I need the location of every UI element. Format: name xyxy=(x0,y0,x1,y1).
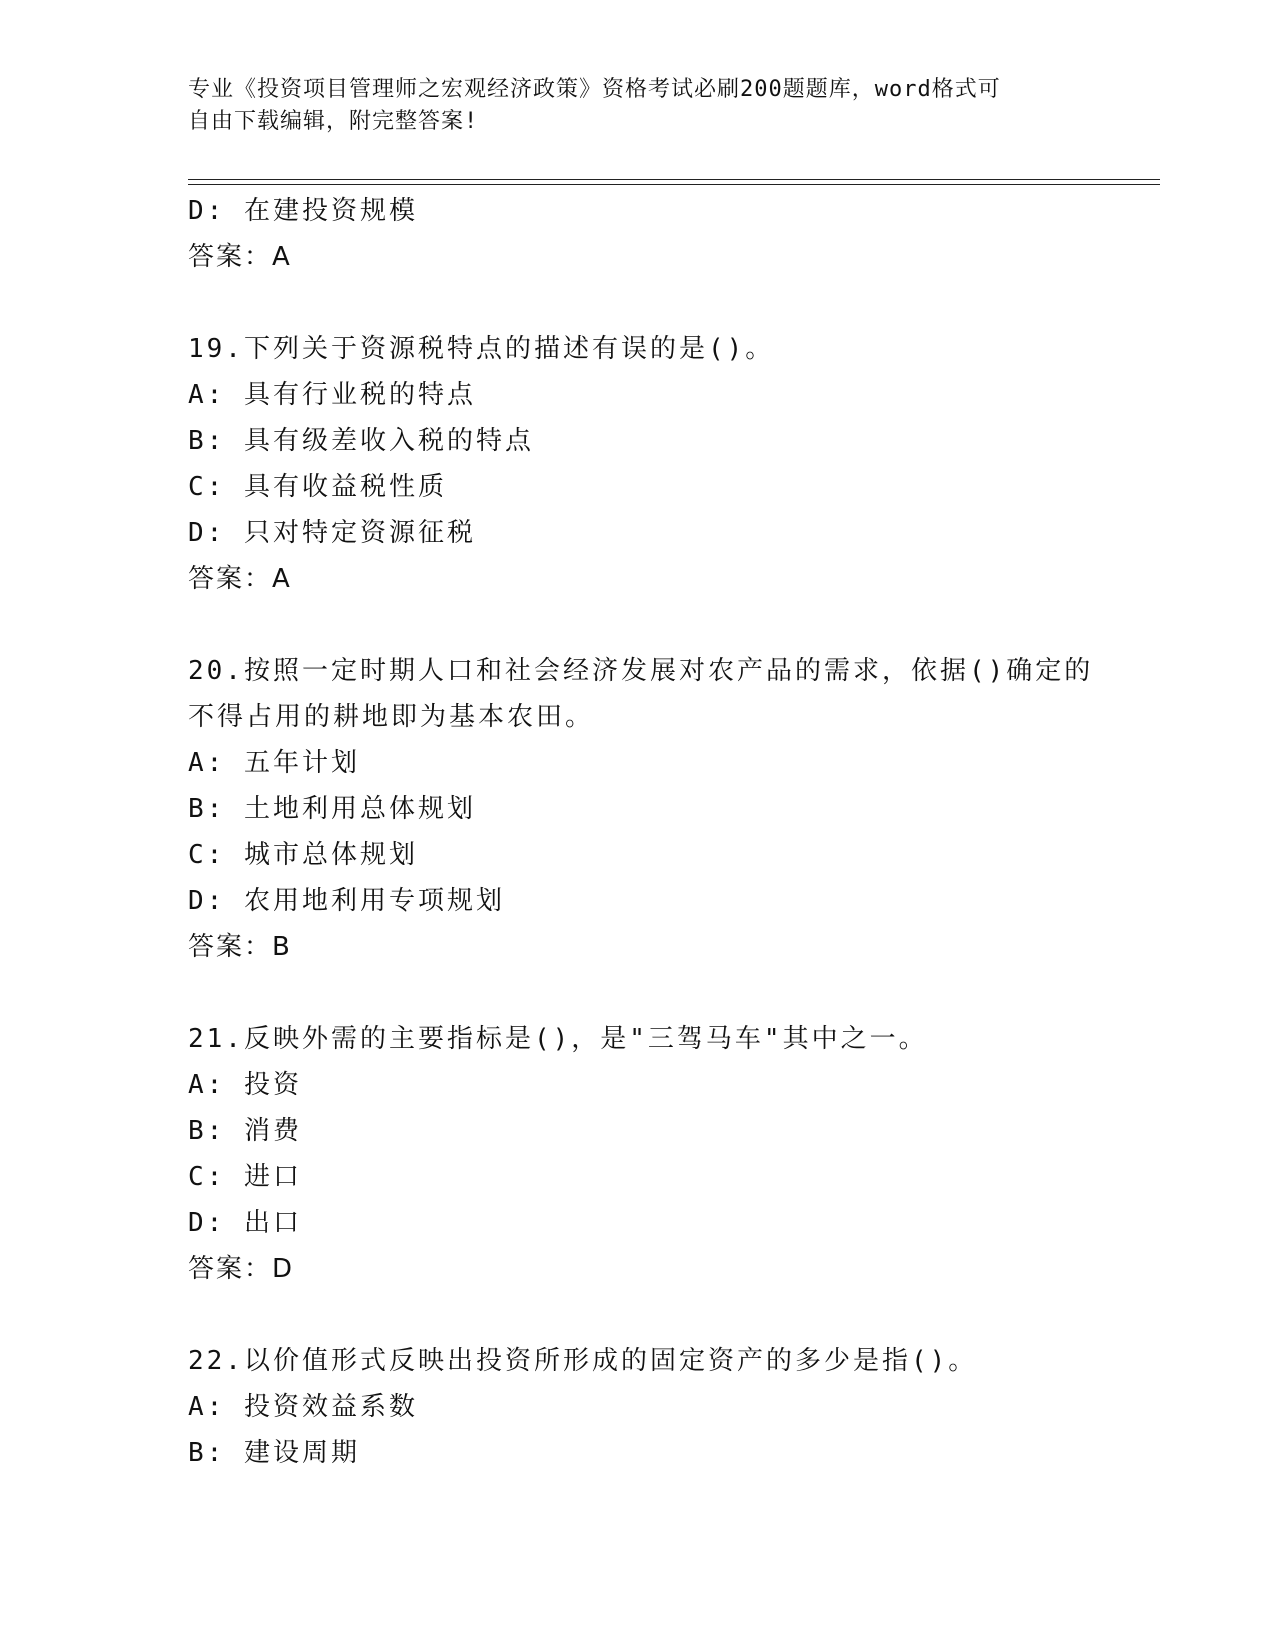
question-stem: 22.以价值形式反映出投资所形成的固定资产的多少是指()。 xyxy=(188,1346,978,1376)
option-c: C: 城市总体规划 xyxy=(188,840,418,870)
answer-line: 答案：B xyxy=(188,932,292,962)
header-line-2: 自由下载编辑，附完整答案! xyxy=(188,109,479,134)
answer-line: 答案：A xyxy=(188,242,292,272)
option-b: B: 消费 xyxy=(188,1116,302,1146)
spacer xyxy=(188,280,1088,326)
header-divider-bottom xyxy=(188,184,1160,185)
question-stem: 20.按照一定时期人口和社会经济发展对农产品的需求，依据()确定的 xyxy=(188,656,1094,686)
question-list xyxy=(188,188,1094,1476)
previous-question-tail xyxy=(188,188,1088,280)
question-21 xyxy=(188,1016,1088,1292)
question-19 xyxy=(188,326,1088,602)
option-b: B: 具有级差收入税的特点 xyxy=(188,426,534,456)
spacer xyxy=(188,970,1088,1016)
option-a: A: 五年计划 xyxy=(188,748,360,778)
option-d: D: 出口 xyxy=(188,1208,302,1238)
option-b: B: 土地利用总体规划 xyxy=(188,794,476,824)
option-a: A: 投资效益系数 xyxy=(188,1392,418,1422)
option-a: A: 投资 xyxy=(188,1070,302,1100)
question-22 xyxy=(188,1338,1088,1476)
option-c: C: 进口 xyxy=(188,1162,302,1192)
option-c: C: 具有收益税性质 xyxy=(188,472,447,502)
spacer xyxy=(188,602,1088,648)
option-d: D: 农用地利用专项规划 xyxy=(188,886,505,916)
option-d: D: 只对特定资源征税 xyxy=(188,518,476,548)
question-20 xyxy=(188,648,1094,970)
answer-line: 答案：D xyxy=(188,1254,295,1284)
question-stem: 21.反映外需的主要指标是()，是"三驾马车"其中之一。 xyxy=(188,1024,928,1054)
question-stem-continued: 不得占用的耕地即为基本农田。 xyxy=(188,702,595,732)
header-divider-top xyxy=(188,179,1160,180)
question-stem: 19.下列关于资源税特点的描述有误的是()。 xyxy=(188,334,775,364)
option-d: D: 在建投资规模 xyxy=(188,196,418,226)
option-b: B: 建设周期 xyxy=(188,1438,360,1468)
answer-line: 答案：A xyxy=(188,564,292,594)
document-header xyxy=(188,74,1088,138)
header-line-1: 专业《投资项目管理师之宏观经济政策》资格考试必刷200题题库，word格式可 xyxy=(188,77,1001,102)
spacer xyxy=(188,1292,1088,1338)
option-a: A: 具有行业税的特点 xyxy=(188,380,476,410)
